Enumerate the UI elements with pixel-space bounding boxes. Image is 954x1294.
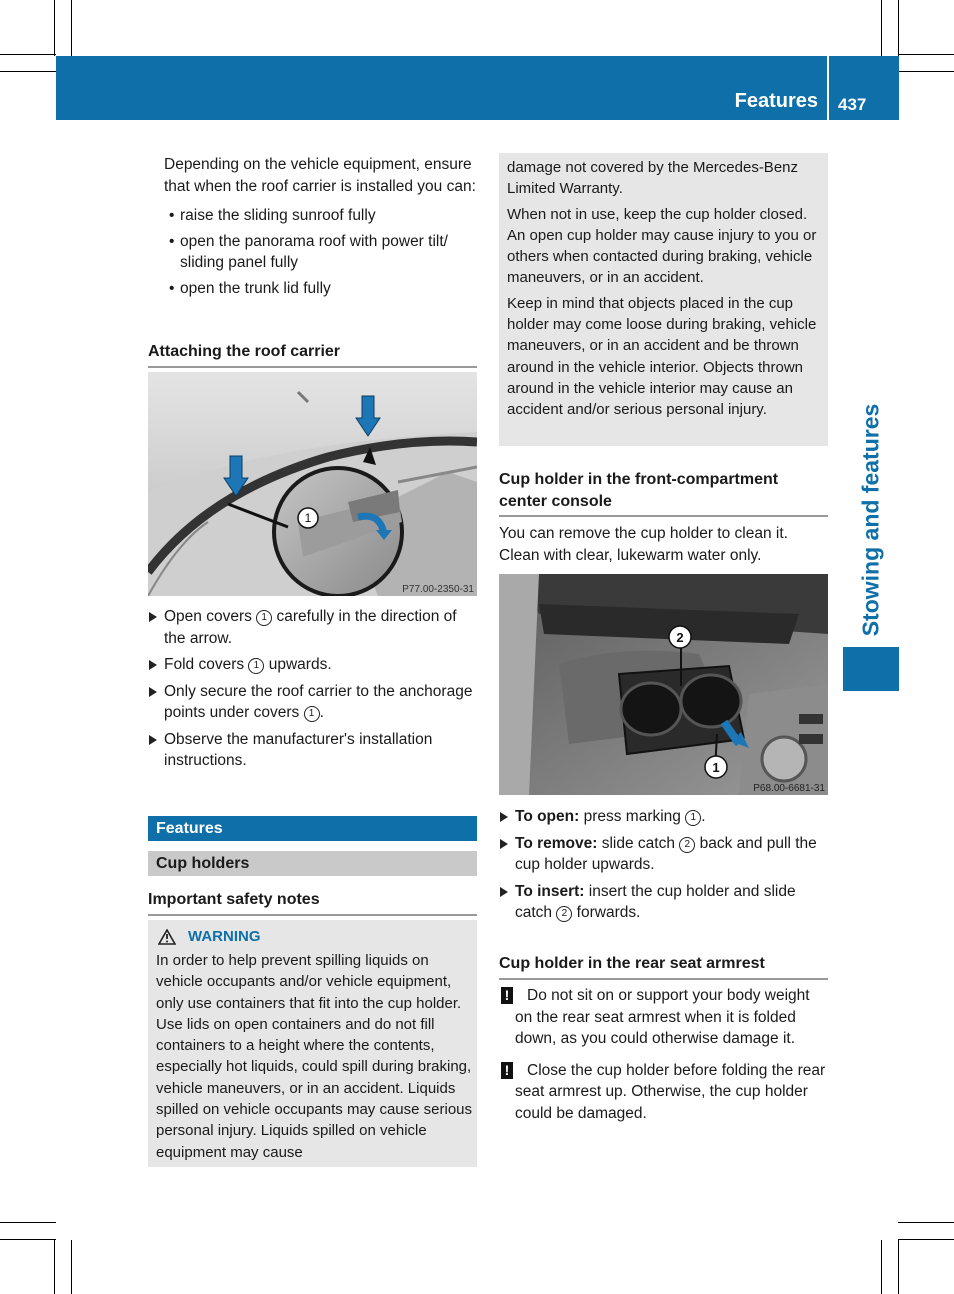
side-tab-label: Stowing and features	[857, 403, 884, 637]
section-title: Features	[734, 90, 818, 112]
page-number: 437	[838, 95, 867, 114]
warning-text: damage not covered by the Mercedes-Benz Limited Warranty.	[507, 159, 798, 198]
figure-code: P68.00-6681-31	[753, 783, 825, 794]
front-cup-holder-text: You can remove the cup holder to clean it. Clean with clear, lukewarm water only.	[499, 525, 788, 564]
roof-illustration	[148, 372, 477, 596]
intro-text: Depending on the vehicle equipment, ensure that when the roof carrier is installed you can:	[164, 156, 476, 195]
step-item: Open covers 1 carefully in the direction of the arrow.	[148, 606, 478, 649]
note-item	[499, 985, 830, 1050]
figure-code: P77.00-2350-31	[402, 584, 474, 595]
warning-label: WARNING	[188, 928, 261, 945]
cup-holders-heading: Cup holders	[148, 851, 477, 876]
warning-text: When not in use, keep the cup holder closed. An open cup holder may cause injury to you or others when contacted during braking, vehicle maneuvers, or in an accident.	[507, 205, 817, 287]
callout-number: 2	[556, 906, 572, 922]
callout-2: 2	[676, 630, 684, 645]
callout-number: 1	[304, 706, 320, 722]
roof-carrier-intro	[164, 154, 478, 303]
callout-number: 1	[685, 810, 701, 826]
exclamation-icon: !	[501, 1062, 513, 1079]
callout-1: 1	[304, 511, 312, 525]
callout-1: 1	[712, 760, 720, 775]
attach-heading: Attaching the roof carrier	[148, 341, 477, 368]
warning-triangle-icon	[158, 929, 176, 945]
list-item: • raise the sliding sunroof fully	[164, 205, 478, 227]
warning-text: In order to help prevent spilling liquids on vehicle occupants and/or vehicle equipment, only use containers that fit into the cup holder. Use lids on open containers and do not fill containers to a height where the contents, especially hot liquids, could spill during braking, vehicle maneuvers, or in an accident. Liquids spilled on vehicle occupants may cause serious personal injury. Liquids spilled on vehicle equipment may cause	[156, 952, 473, 1161]
cup-holder-steps	[499, 806, 829, 929]
safety-heading: Important safety notes	[148, 889, 477, 916]
attach-steps	[148, 606, 478, 777]
rear-cup-holder-heading: Cup holder in the rear seat armrest	[499, 953, 828, 980]
step-item: To open: press marking 1 .	[499, 806, 829, 828]
bullet-list	[164, 205, 478, 299]
roof-carrier-figure	[148, 372, 477, 596]
list-item: • open the panorama roof with power tilt/ sliding panel fully	[164, 231, 478, 274]
callout-number: 2	[679, 837, 695, 853]
step-item: Fold covers 1 upwards.	[148, 654, 478, 676]
note-text: Do not sit on or support your body weight on the rear seat armrest when it is folded down, as you could otherwise damage it.	[515, 987, 810, 1047]
cup-holder-illustration	[499, 574, 828, 795]
exclamation-icon: !	[501, 987, 513, 1004]
callout-number: 1	[248, 658, 264, 674]
list-item: • open the trunk lid fully	[164, 278, 478, 300]
note-text: Close the cup holder before folding the rear seat armrest up. Otherwise, the cup holder could be damaged.	[515, 1061, 826, 1122]
warning-continued-box	[499, 153, 828, 446]
front-cup-holder-heading: Cup holder in the front-compartment center console	[499, 469, 828, 517]
warning-text: Keep in mind that objects placed in the cup holder may come loose during braking, vehicle maneuvers, or in an accident and be thrown around in the vehicle interior. Objects thrown around in the vehicle interior may cause an accident and/or serious personal injury.	[507, 294, 817, 419]
header-divider	[827, 56, 829, 120]
note-item	[499, 1060, 830, 1125]
warning-box	[148, 920, 477, 1167]
warning-title	[158, 926, 261, 947]
step-item: To remove: slide catch 2 back and pull the cup holder upwards.	[499, 833, 829, 876]
step-item: Only secure the roof carrier to the anchorage points under covers 1 .	[148, 681, 478, 724]
step-item: To insert: insert the cup holder and slide catch 2 forwards.	[499, 881, 829, 924]
features-heading: Features	[148, 816, 477, 841]
cup-holder-figure	[499, 574, 828, 795]
side-tab	[843, 647, 899, 691]
rear-notes	[499, 985, 830, 1124]
step-item: Observe the manufacturer's installation instructions.	[148, 729, 478, 772]
callout-number: 1	[256, 610, 272, 626]
